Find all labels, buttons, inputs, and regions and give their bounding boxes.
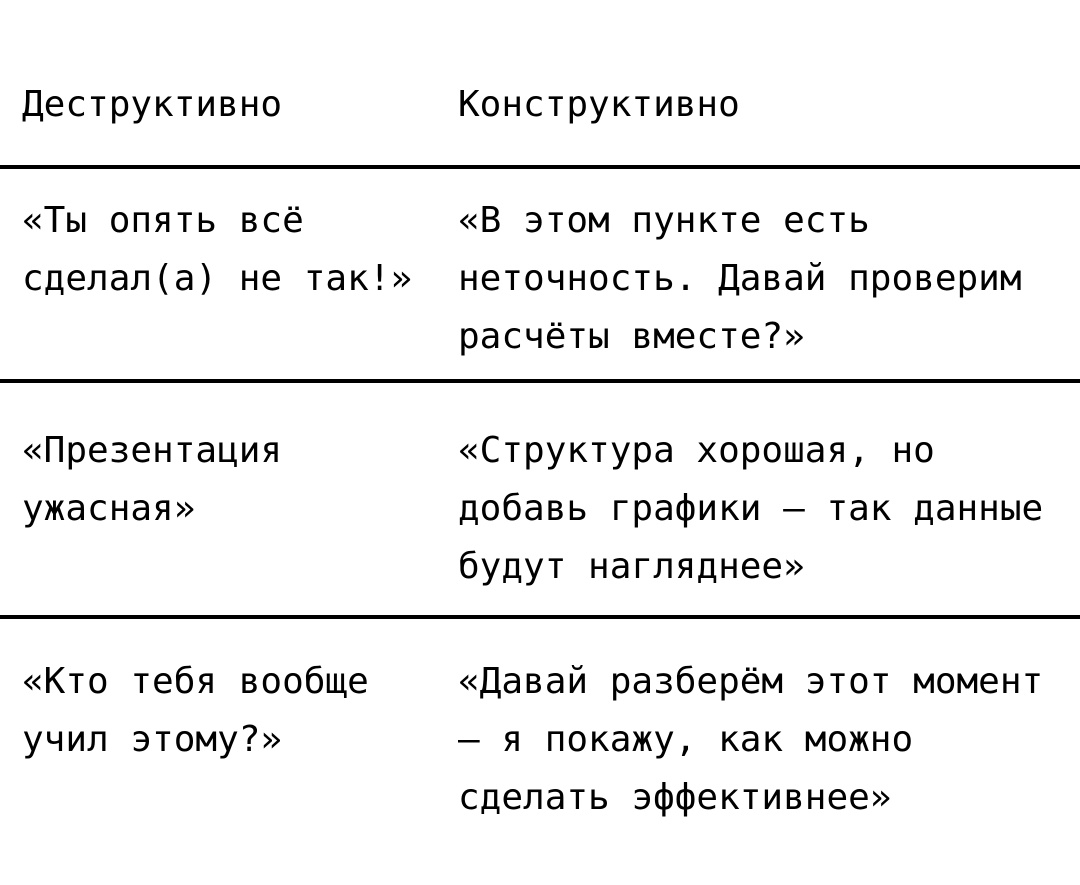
destructive-phrase: «Кто тебя вообще учил этому?» [22,661,369,760]
destructive-phrase: «Презентация ужасная» [22,430,283,529]
table-divider [0,165,1080,169]
header-constructive: Конструктивно [458,84,740,125]
table-divider [0,615,1080,619]
destructive-phrase: «Ты опять всё сделал(а) не так!» [22,200,413,299]
constructive-phrase: «Структура хорошая, но добавь графики — так данные будут нагляднее» [458,430,1044,587]
table-divider [0,379,1080,383]
constructive-phrase: «Давай разберём этот момент — я покажу, как можно сделать эффективнее» [458,661,1044,818]
header-destructive: Деструктивно [22,84,283,125]
constructive-phrase: «В этом пункте есть неточность. Давай проверим расчёты вместе?» [458,200,1022,357]
